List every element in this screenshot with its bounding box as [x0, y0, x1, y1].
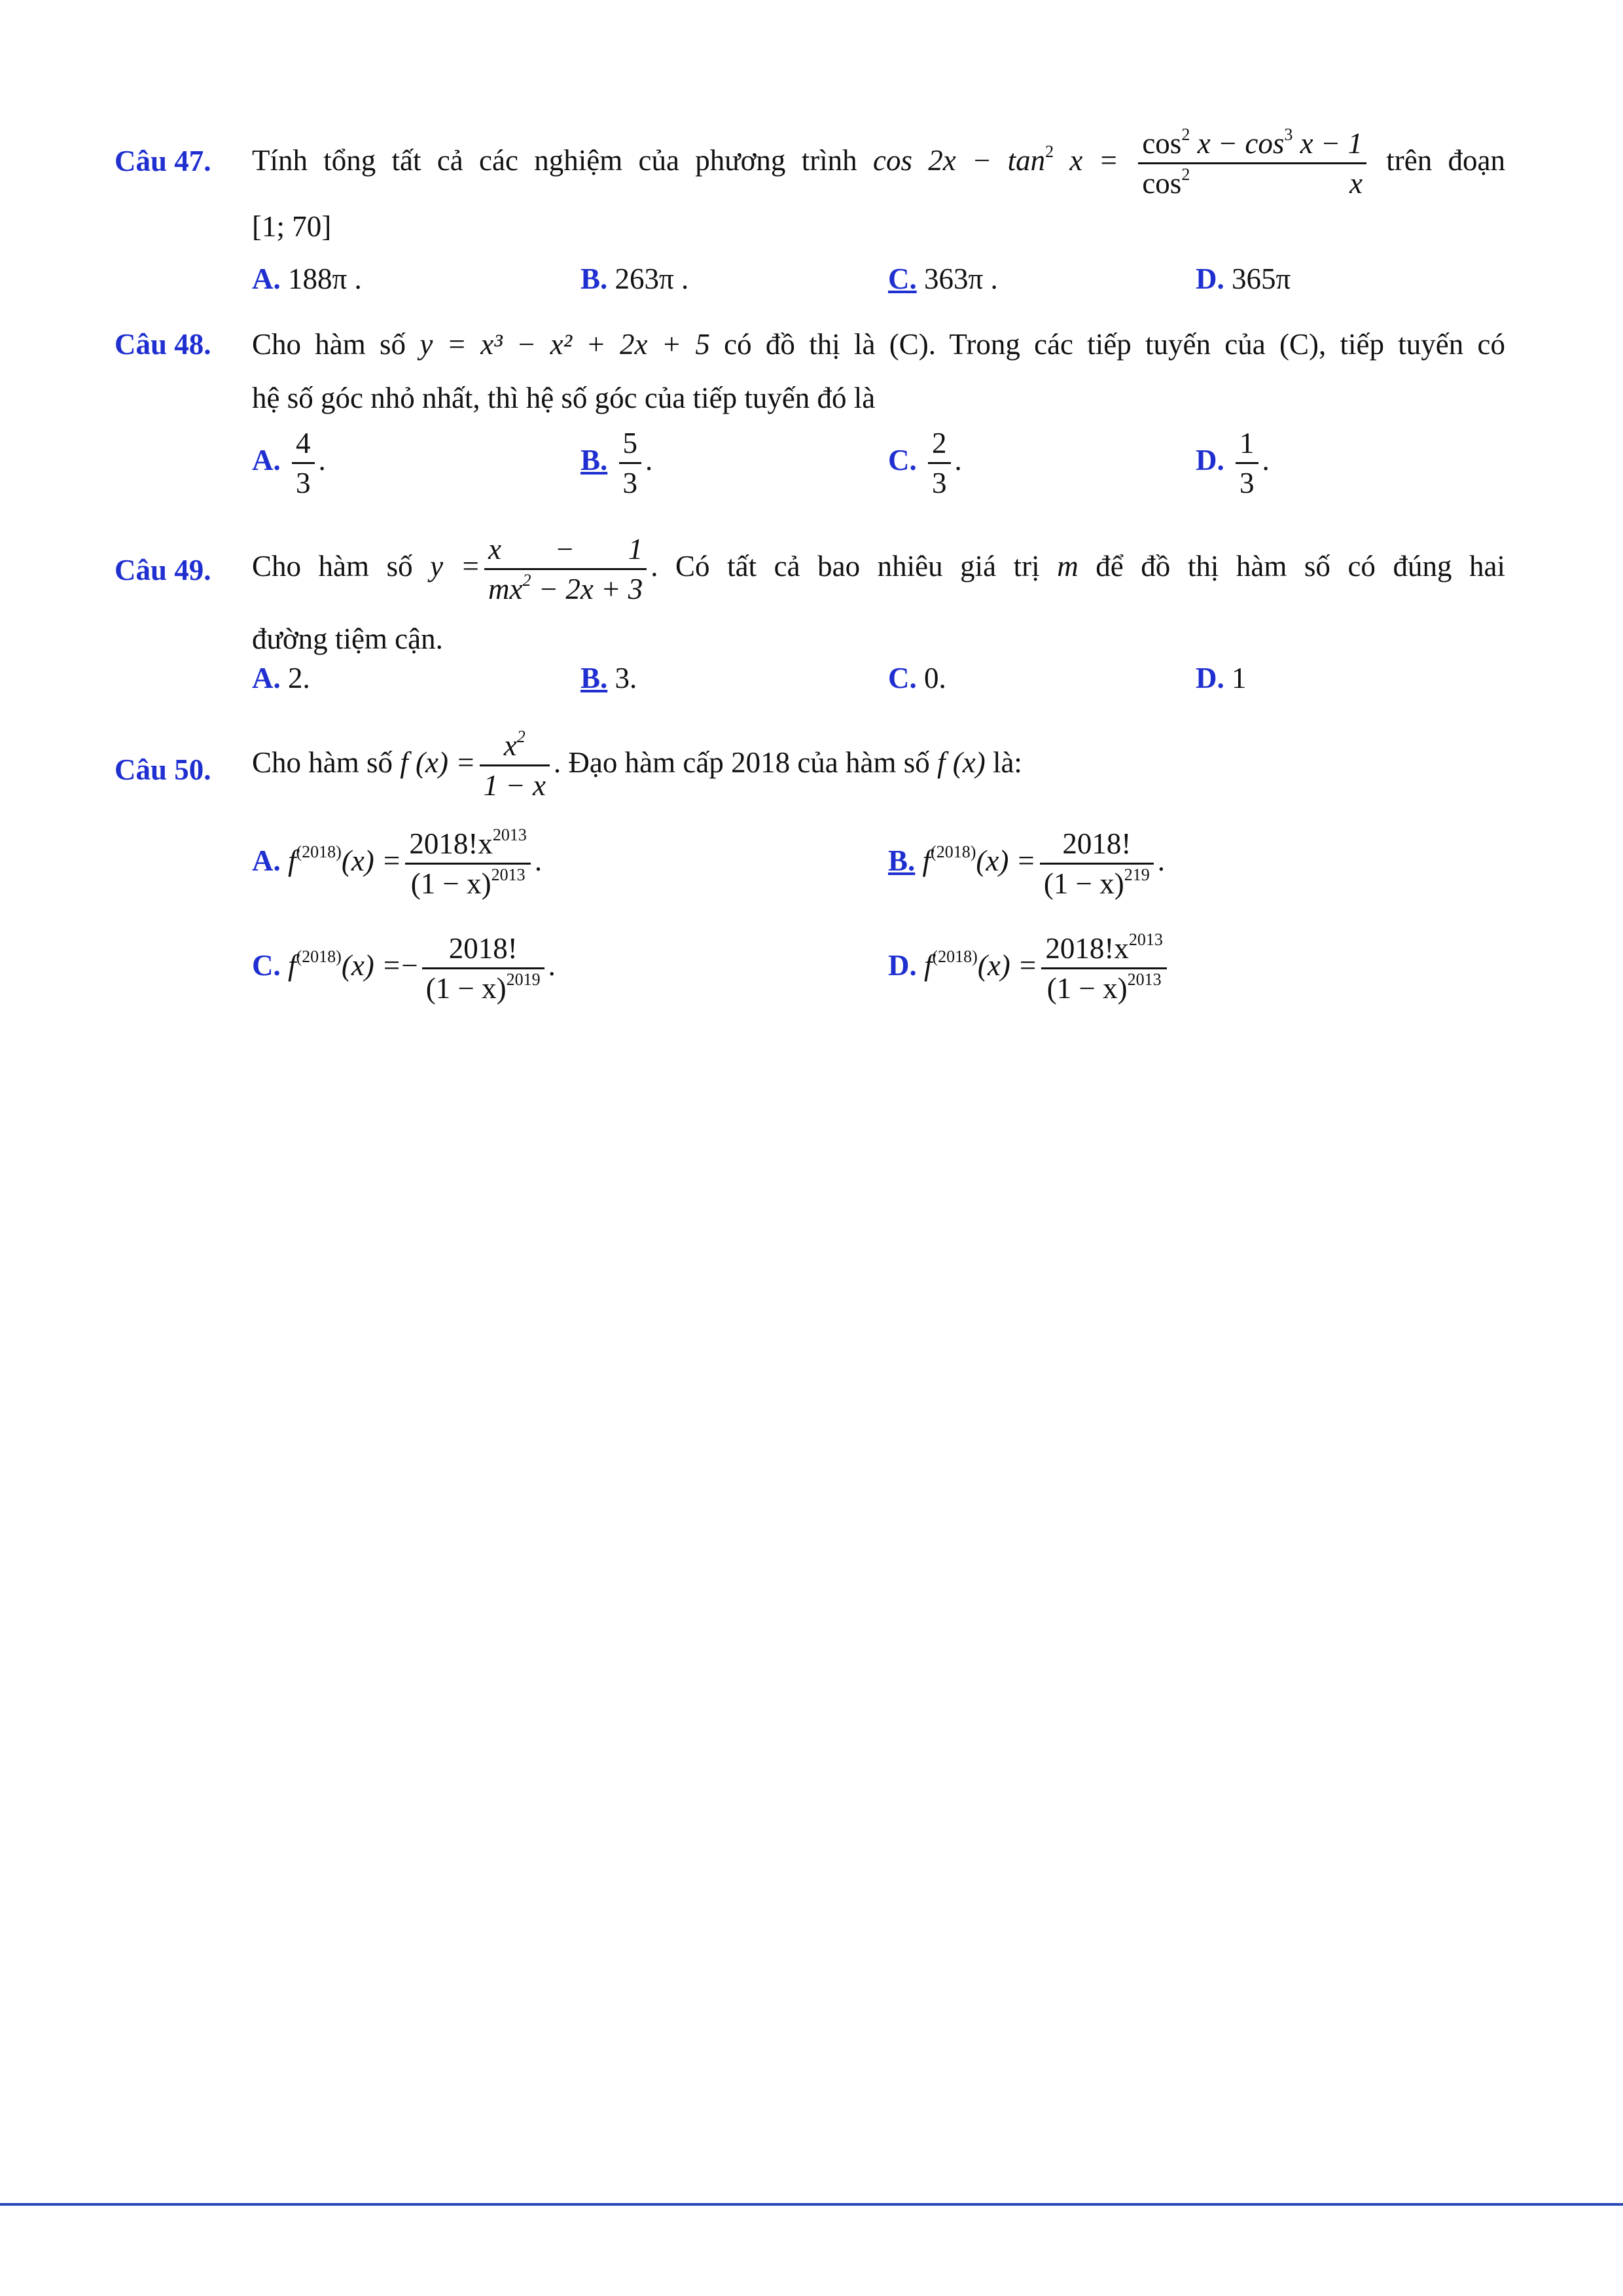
equation: $\cos 2x - \tan^2 x$ = $\frac{\cos^2 x - \cos^3 x - 1}{\cos^2 x}$ — [873, 144, 1386, 177]
option-b: B. 263π . — [580, 262, 689, 295]
question-interval: [1; 70] — [252, 210, 332, 243]
question-intro: Tính tổng tất cả các nghiệm của phương trình — [252, 143, 857, 177]
option-a: A. $\frac{4}{3}$ . — [252, 424, 326, 502]
question-number: Câu 49. — [115, 554, 211, 586]
question-number: Câu 50. — [115, 753, 211, 786]
question-number: Câu 48. — [115, 328, 211, 361]
function-fraction: $\frac{x - 1}{mx^2 - 2x + 3}$ — [484, 530, 647, 608]
option-b: B. 3. — [580, 662, 637, 694]
option-a: A. 2. — [252, 662, 310, 694]
question-text: Cho hàm số f (x) = $\frac{x^2}{1 - x}$ . Đạo hàm cấp 2018 của hàm số f (x) là: — [252, 726, 1022, 804]
question-text-2: đường tiệm cận. — [252, 622, 443, 655]
option-d: D. 1 — [1196, 662, 1247, 694]
option-c: C. 0. — [888, 662, 946, 694]
option-a: A. $f^{(2018)}(x)$ = $\frac{2018!x^{2013}}{(1 - x)^{2013}}$ . — [252, 825, 543, 900]
option-b: B. $\frac{5}{3}$ . — [580, 424, 652, 502]
function-fraction: $\frac{x^2}{1 - x}$ — [480, 726, 550, 804]
option-b: B. $f^{(2018)}(x)$ = $\frac{2018!}{(1 - x)^{219}}$ . — [888, 825, 1165, 903]
option-c: C. 363π . — [888, 262, 998, 295]
question-text-2: hệ số góc nhỏ nhất, thì hệ số góc của tiếp tuyến đó là — [252, 382, 876, 414]
option-c: C. $\frac{2}{3}$ . — [888, 424, 962, 502]
footer-rule — [0, 2203, 1623, 2206]
option-c: C. $f^{(2018)}(x)$ =− $\frac{2018!}{(1 - x)^{2019}}$ . — [252, 929, 556, 1007]
question-text — [252, 124, 1505, 202]
option-d: D. 365π — [1196, 262, 1291, 295]
function-expression: y = x³ − x² + 2x + 5 — [419, 328, 710, 361]
question-text: Cho hàm số y = $\frac{x - 1}{mx^2 - 2x + 3}$ . Có tất cả bao nhiêu giá trị m để đồ thị hàm số có đúng hai — [252, 530, 1505, 608]
question-after: trên đoạn — [1386, 143, 1505, 177]
option-d: D. $f^{(2018)}(x)$ = $\frac{2018!x^{2013}}{(1 - x)^{2013}}$ — [888, 929, 1171, 1007]
option-d: D. $\frac{1}{3}$ . — [1196, 424, 1270, 502]
question-text: Cho hàm số y = x³ − x² + 2x + 5 có đồ thị là (C). Trong các tiếp tuyến của (C), tiếp tuyến có — [252, 328, 1506, 361]
option-a: A. 188π . — [252, 262, 362, 295]
question-number: Câu 47. — [115, 145, 211, 177]
equation-fraction: $\frac{\cos^2 x - \cos^3 x - 1}{\cos^2 x}$ — [1138, 124, 1366, 202]
